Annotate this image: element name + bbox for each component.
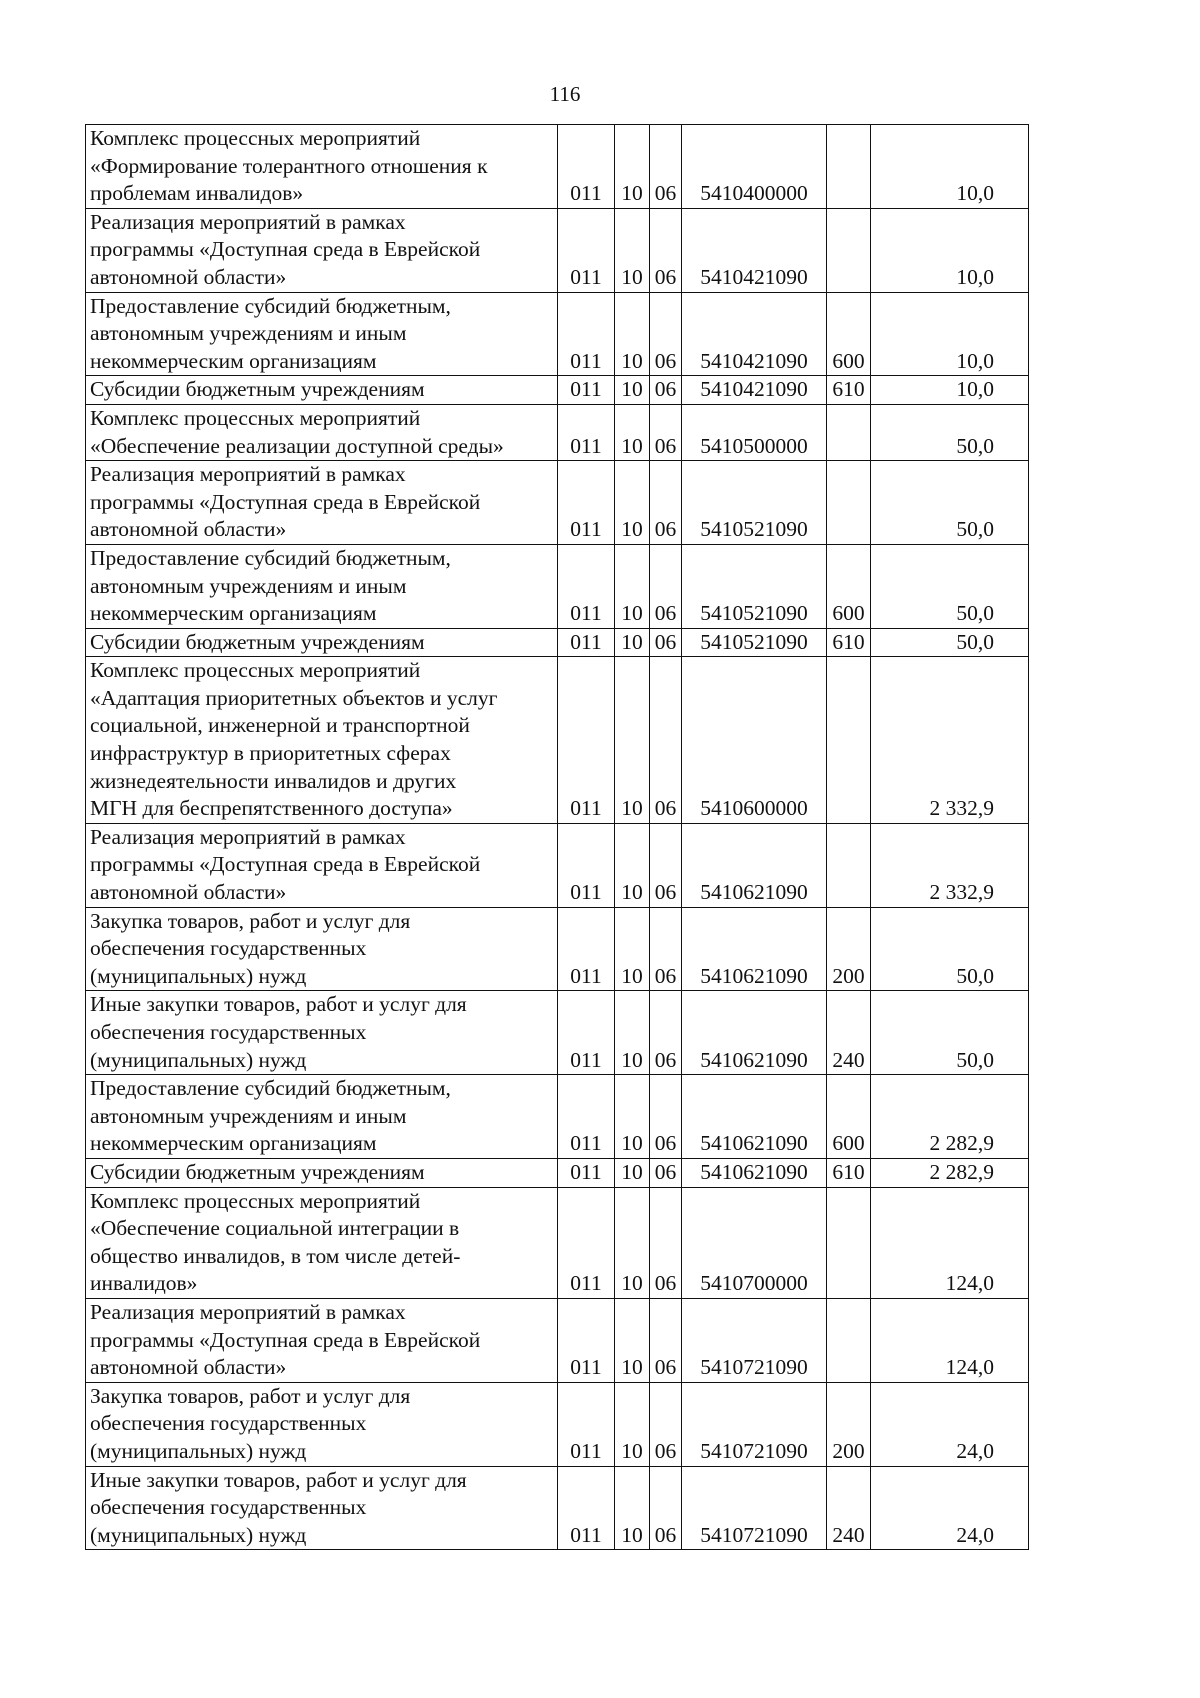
- target-code-cell: 5410700000: [682, 1187, 827, 1298]
- table-row: [86, 404, 1029, 460]
- admin-code-cell: 011: [558, 461, 615, 545]
- section-code-cell: 10: [615, 1382, 650, 1466]
- admin-code-cell: 011: [558, 125, 615, 209]
- table-row: [86, 628, 1029, 657]
- amount-cell: 24,0: [871, 1382, 1029, 1466]
- amount-cell: 50,0: [871, 907, 1029, 991]
- target-code-cell: 5410721090: [682, 1298, 827, 1382]
- amount-cell: 10,0: [871, 208, 1029, 292]
- subsection-code-cell: 06: [650, 657, 682, 824]
- row-name-cell: Субсидии бюджетным учреждениям: [86, 628, 558, 657]
- expense-type-cell: 200: [827, 1382, 871, 1466]
- amount-cell: 10,0: [871, 292, 1029, 376]
- target-code-cell: 5410400000: [682, 125, 827, 209]
- table-row: [86, 657, 1029, 824]
- row-name-cell: Субсидии бюджетным учреждениям: [86, 376, 558, 405]
- row-name-cell: Реализация мероприятий в рамках программы «Доступная среда в Еврейской автономной области»: [86, 208, 558, 292]
- amount-cell: 50,0: [871, 544, 1029, 628]
- admin-code-cell: 011: [558, 1382, 615, 1466]
- target-code-cell: 5410421090: [682, 376, 827, 405]
- subsection-code-cell: 06: [650, 404, 682, 460]
- target-code-cell: 5410521090: [682, 544, 827, 628]
- subsection-code-cell: 06: [650, 125, 682, 209]
- expense-type-cell: [827, 208, 871, 292]
- expense-type-cell: 610: [827, 376, 871, 405]
- table-row: [86, 1187, 1029, 1298]
- section-code-cell: 10: [615, 125, 650, 209]
- row-name-cell: Иные закупки товаров, работ и услуг для обеспечения государственных (муниципальных) нужд: [86, 1466, 558, 1550]
- amount-cell: 2 282,9: [871, 1075, 1029, 1159]
- admin-code-cell: 011: [558, 208, 615, 292]
- table-row: [86, 991, 1029, 1075]
- row-name-cell: Реализация мероприятий в рамках программы «Доступная среда в Еврейской автономной области»: [86, 461, 558, 545]
- target-code-cell: 5410521090: [682, 628, 827, 657]
- subsection-code-cell: 06: [650, 461, 682, 545]
- target-code-cell: 5410421090: [682, 208, 827, 292]
- section-code-cell: 10: [615, 1466, 650, 1550]
- amount-cell: 24,0: [871, 1466, 1029, 1550]
- subsection-code-cell: 06: [650, 292, 682, 376]
- subsection-code-cell: 06: [650, 1158, 682, 1187]
- target-code-cell: 5410500000: [682, 404, 827, 460]
- amount-cell: 124,0: [871, 1298, 1029, 1382]
- section-code-cell: 10: [615, 1298, 650, 1382]
- subsection-code-cell: 06: [650, 1298, 682, 1382]
- section-code-cell: 10: [615, 1075, 650, 1159]
- section-code-cell: 10: [615, 404, 650, 460]
- expense-type-cell: 240: [827, 1466, 871, 1550]
- admin-code-cell: 011: [558, 1187, 615, 1298]
- expense-type-cell: [827, 657, 871, 824]
- expense-type-cell: 610: [827, 628, 871, 657]
- amount-cell: 50,0: [871, 628, 1029, 657]
- admin-code-cell: 011: [558, 1158, 615, 1187]
- target-code-cell: 5410421090: [682, 292, 827, 376]
- section-code-cell: 10: [615, 991, 650, 1075]
- section-code-cell: 10: [615, 208, 650, 292]
- row-name-cell: Реализация мероприятий в рамках программы «Доступная среда в Еврейской автономной области»: [86, 823, 558, 907]
- amount-cell: 50,0: [871, 461, 1029, 545]
- subsection-code-cell: 06: [650, 544, 682, 628]
- target-code-cell: 5410600000: [682, 657, 827, 824]
- table-row: [86, 1382, 1029, 1466]
- table-body: [86, 125, 1029, 1550]
- section-code-cell: 10: [615, 657, 650, 824]
- table-row: [86, 544, 1029, 628]
- admin-code-cell: 011: [558, 1466, 615, 1550]
- admin-code-cell: 011: [558, 823, 615, 907]
- row-name-cell: Комплекс процессных мероприятий «Обеспечение реализации доступной среды»: [86, 404, 558, 460]
- subsection-code-cell: 06: [650, 1466, 682, 1550]
- subsection-code-cell: 06: [650, 991, 682, 1075]
- admin-code-cell: 011: [558, 376, 615, 405]
- admin-code-cell: 011: [558, 1075, 615, 1159]
- row-name-cell: Предоставление субсидий бюджетным, автономным учреждениям и иным некоммерческим организациям: [86, 292, 558, 376]
- target-code-cell: 5410621090: [682, 907, 827, 991]
- section-code-cell: 10: [615, 292, 650, 376]
- table-row: [86, 1075, 1029, 1159]
- row-name-cell: Предоставление субсидий бюджетным, автономным учреждениям и иным некоммерческим организациям: [86, 1075, 558, 1159]
- expense-type-cell: 240: [827, 991, 871, 1075]
- amount-cell: 2 332,9: [871, 657, 1029, 824]
- page-number: 116: [549, 82, 581, 106]
- expense-type-cell: 600: [827, 292, 871, 376]
- subsection-code-cell: 06: [650, 907, 682, 991]
- admin-code-cell: 011: [558, 991, 615, 1075]
- subsection-code-cell: 06: [650, 376, 682, 405]
- target-code-cell: 5410621090: [682, 1075, 827, 1159]
- admin-code-cell: 011: [558, 1298, 615, 1382]
- amount-cell: 10,0: [871, 125, 1029, 209]
- expense-type-cell: 600: [827, 544, 871, 628]
- table-row: [86, 1158, 1029, 1187]
- target-code-cell: 5410721090: [682, 1382, 827, 1466]
- subsection-code-cell: 06: [650, 1382, 682, 1466]
- row-name-cell: Субсидии бюджетным учреждениям: [86, 1158, 558, 1187]
- target-code-cell: 5410621090: [682, 823, 827, 907]
- admin-code-cell: 011: [558, 907, 615, 991]
- table-row: [86, 1298, 1029, 1382]
- row-name-cell: Предоставление субсидий бюджетным, автономным учреждениям и иным некоммерческим организациям: [86, 544, 558, 628]
- section-code-cell: 10: [615, 544, 650, 628]
- subsection-code-cell: 06: [650, 208, 682, 292]
- admin-code-cell: 011: [558, 404, 615, 460]
- row-name-cell: Комплекс процессных мероприятий «Адаптация приоритетных объектов и услуг социальной, инженерной и транспортной инфраструктур в приоритетных сферах жизнедеятельности инвалидов и других МГН для беспрепятственного доступа»: [86, 657, 558, 824]
- admin-code-cell: 011: [558, 292, 615, 376]
- amount-cell: 2 332,9: [871, 823, 1029, 907]
- section-code-cell: 10: [615, 1158, 650, 1187]
- row-name-cell: Закупка товаров, работ и услуг для обеспечения государственных (муниципальных) нужд: [86, 907, 558, 991]
- target-code-cell: 5410621090: [682, 1158, 827, 1187]
- expense-type-cell: [827, 125, 871, 209]
- target-code-cell: 5410521090: [682, 461, 827, 545]
- expense-type-cell: 610: [827, 1158, 871, 1187]
- amount-cell: 50,0: [871, 404, 1029, 460]
- amount-cell: 124,0: [871, 1187, 1029, 1298]
- amount-cell: 50,0: [871, 991, 1029, 1075]
- section-code-cell: 10: [615, 376, 650, 405]
- admin-code-cell: 011: [558, 657, 615, 824]
- subsection-code-cell: 06: [650, 628, 682, 657]
- admin-code-cell: 011: [558, 544, 615, 628]
- table-row: [86, 823, 1029, 907]
- subsection-code-cell: 06: [650, 823, 682, 907]
- target-code-cell: 5410721090: [682, 1466, 827, 1550]
- row-name-cell: Реализация мероприятий в рамках программы «Доступная среда в Еврейской автономной области»: [86, 1298, 558, 1382]
- amount-cell: 2 282,9: [871, 1158, 1029, 1187]
- row-name-cell: Закупка товаров, работ и услуг для обеспечения государственных (муниципальных) нужд: [86, 1382, 558, 1466]
- section-code-cell: 10: [615, 1187, 650, 1298]
- row-name-cell: Комплекс процессных мероприятий «Обеспечение социальной интеграции в общество инвалидов, в том числе детей- инвалидов»: [86, 1187, 558, 1298]
- admin-code-cell: 011: [558, 628, 615, 657]
- subsection-code-cell: 06: [650, 1075, 682, 1159]
- section-code-cell: 10: [615, 823, 650, 907]
- section-code-cell: 10: [615, 461, 650, 545]
- expense-type-cell: 200: [827, 907, 871, 991]
- table-row: [86, 1466, 1029, 1550]
- subsection-code-cell: 06: [650, 1187, 682, 1298]
- expense-type-cell: [827, 404, 871, 460]
- table-row: [86, 461, 1029, 545]
- section-code-cell: 10: [615, 907, 650, 991]
- table-row: [86, 292, 1029, 376]
- target-code-cell: 5410621090: [682, 991, 827, 1075]
- expense-type-cell: [827, 1187, 871, 1298]
- table-row: [86, 907, 1029, 991]
- expense-type-cell: 600: [827, 1075, 871, 1159]
- row-name-cell: Комплекс процессных мероприятий «Формирование толерантного отношения к проблемам инвалидов»: [86, 125, 558, 209]
- section-code-cell: 10: [615, 628, 650, 657]
- table-row: [86, 376, 1029, 405]
- expense-type-cell: [827, 823, 871, 907]
- budget-table: [85, 124, 1029, 1550]
- expense-type-cell: [827, 461, 871, 545]
- amount-cell: 10,0: [871, 376, 1029, 405]
- expense-type-cell: [827, 1298, 871, 1382]
- table-row: [86, 208, 1029, 292]
- row-name-cell: Иные закупки товаров, работ и услуг для обеспечения государственных (муниципальных) нужд: [86, 991, 558, 1075]
- table-row: [86, 125, 1029, 209]
